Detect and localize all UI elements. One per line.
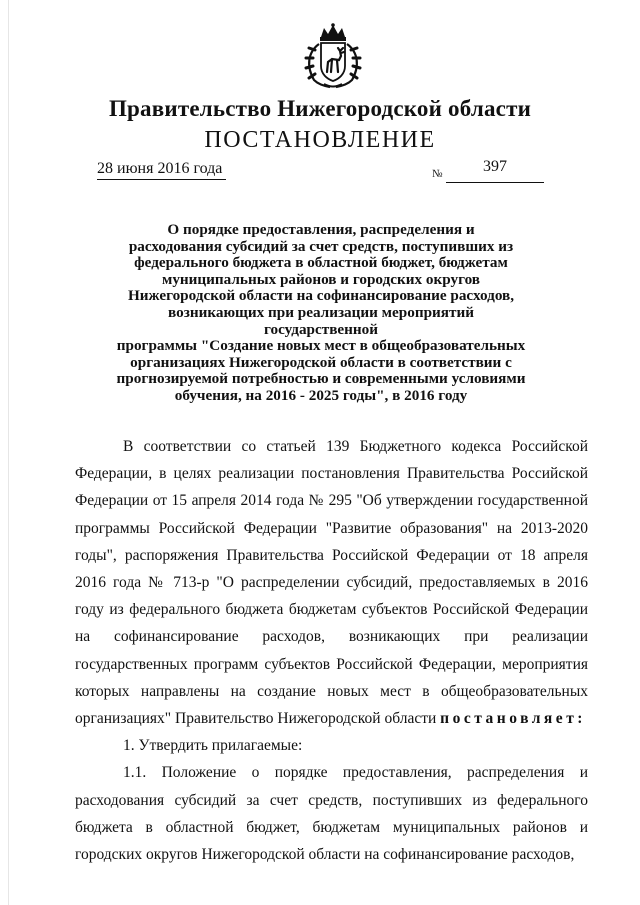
item-1-1: 1.1. Положение о порядке предоставления, распределения и расходования субсидий за счет средств, поступивших из федерального бюджета в областной бюджет, бюджетам муниципальных районов и городских округов Нижегородской области на софинансирование расходов,: [75, 764, 588, 864]
document-number: 397: [483, 158, 507, 175]
subject-line: расходования субсидий за счет средств, поступивших из: [128, 237, 514, 255]
document-type: ПОСТАНОВЛЕНИЕ: [204, 127, 436, 153]
subject-line: организациях Нижегородской области в соответствии с: [130, 353, 512, 371]
subject-line: федерального бюджета в областной бюджет, бюджетам: [134, 254, 508, 272]
number-label: №: [432, 168, 443, 180]
document-body: [75, 433, 588, 868]
subject-line: обучения, на 2016 - 2025 годы", в 2016 году: [174, 386, 468, 404]
decree-word: постановляет:: [440, 710, 586, 728]
preamble-text: В соответствии со статьей 139 Бюджетного кодекса Российской Федерации, в целях реализации постановления Правительства Российской Федерации от 15 апреля 2014 года № 295 "Об утверждении государственной программы Российской Федерации "Развитие образования" на 2013-2020 годы", распоряжения Правительства Российской Федерации от 18 апреля 2016 года № 713-р "О распределении субсидий, предоставляемых в 2016 году из федерального бюджета бюджетам субъектов Российской Федерации на софинансирование расходов, возникающих при реализации государственных программ субъектов Российской Федерации, мероприятия которых направлены на создание новых мест в общеобразовательных организациях" Правительство Нижегородской области: [75, 438, 588, 728]
subject-line: О порядке предоставления, распределения и: [167, 221, 475, 238]
coat-of-arms-icon: [302, 22, 364, 90]
item-1: 1. Утвердить прилагаемые:: [123, 737, 303, 755]
document-subject: [116, 222, 526, 405]
subject-line: Нижегородской области на софинансирование расходов,: [127, 287, 515, 305]
subject-line: прогнозируемой потребностью и современными условиями: [116, 370, 526, 388]
document-date: 28 июня 2016 года: [97, 160, 226, 180]
number-underline: [446, 182, 544, 183]
government-title: Правительство Нижегородской области: [108, 96, 532, 121]
subject-line: муниципальных районов и городских округов: [161, 270, 481, 288]
subject-line: программы "Создание новых мест в общеобразовательных: [116, 337, 526, 355]
subject-line: возникающих при реализации мероприятий государственной: [168, 303, 474, 338]
preamble-paragraph: [75, 433, 588, 732]
